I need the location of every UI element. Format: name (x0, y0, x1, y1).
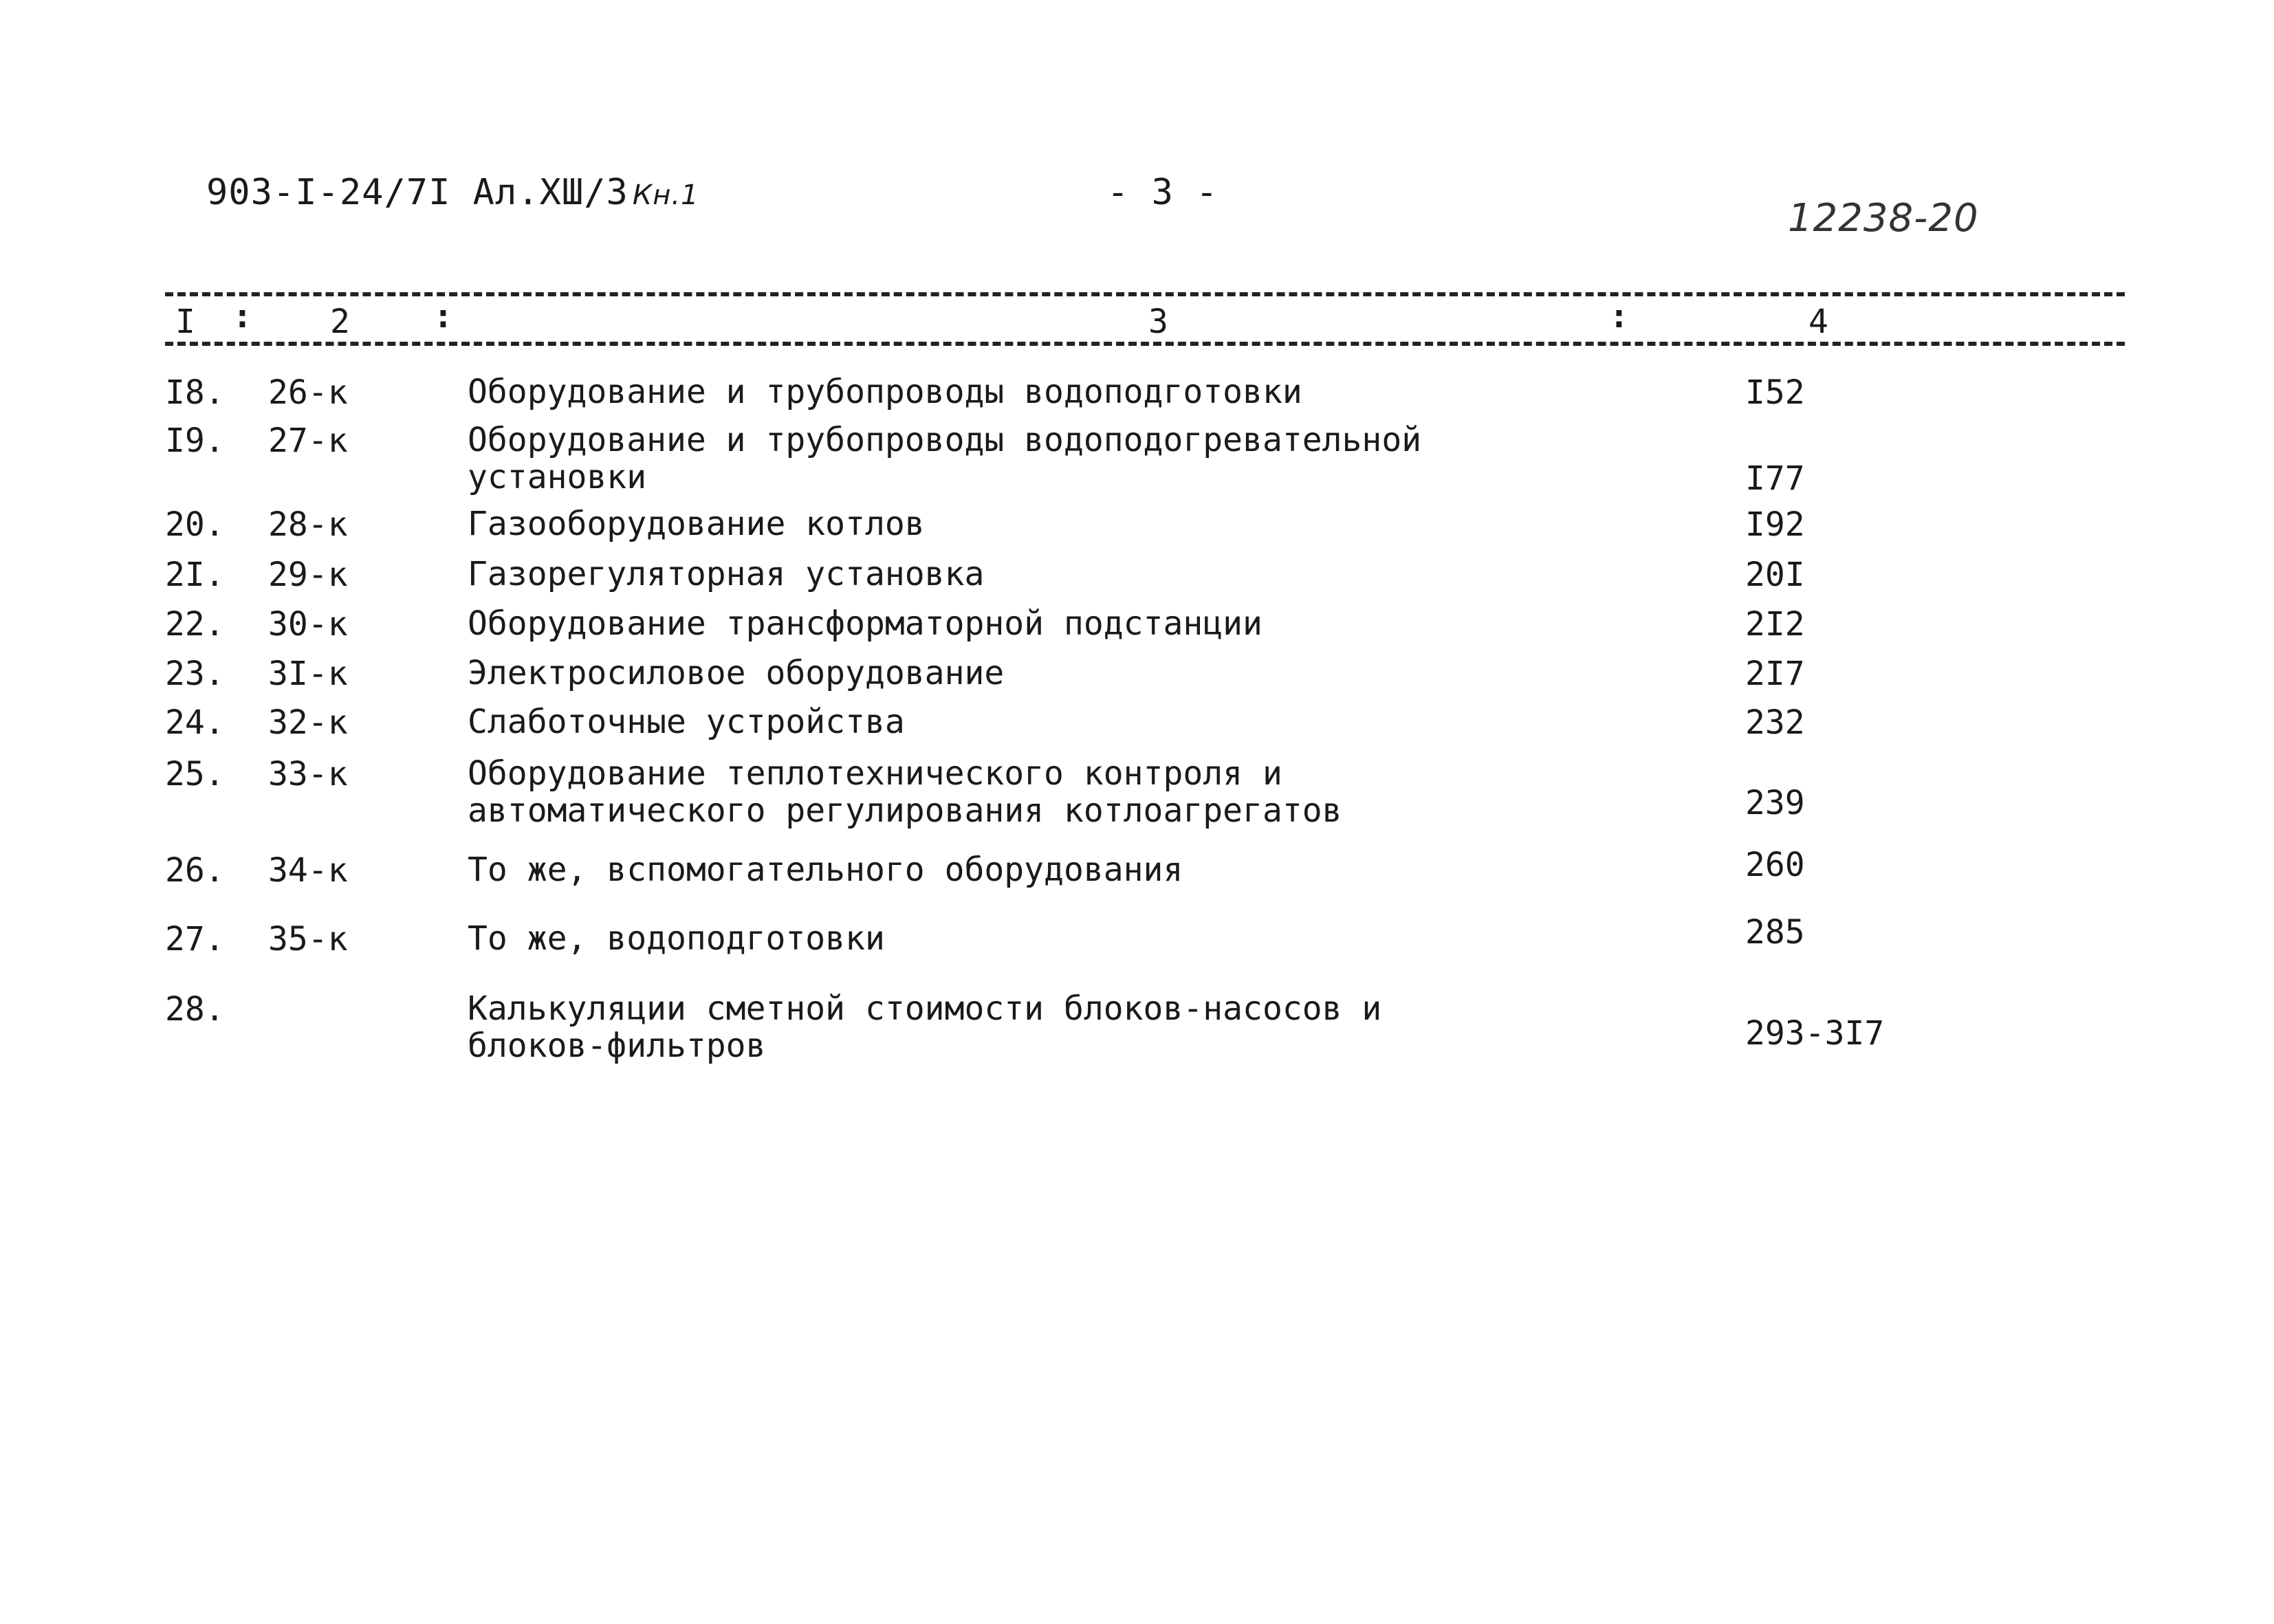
handwritten-number: 12238-20 (1788, 196, 1979, 241)
row-code: 33-к (268, 755, 348, 793)
table-top-rule (165, 292, 2125, 296)
row-number: 27. (165, 920, 225, 958)
column-header-4: 4 (1808, 303, 1828, 341)
row-code: 26-к (268, 373, 348, 412)
row-title: То же, водоподготовки (468, 919, 885, 958)
row-page: 285 (1745, 913, 1805, 952)
row-title: Оборудование и трубопроводы водоподготовки (468, 373, 1302, 411)
column-separator: : (1609, 297, 1629, 336)
row-number: 28. (165, 990, 225, 1029)
row-title: То же, вспомогательного оборудования (468, 851, 1183, 889)
column-header-1: I (175, 303, 195, 341)
row-code: 3I-к (268, 655, 348, 693)
row-number: 2I. (165, 556, 225, 594)
row-page: 293-3I7 (1745, 1014, 1885, 1053)
row-number: I8. (165, 373, 225, 412)
row-number: 24. (165, 703, 225, 742)
document-code (206, 172, 699, 213)
document-code-text: 903-I-24/7I Ал.ХШ/3 (206, 172, 628, 213)
row-page: 20I (1745, 556, 1805, 594)
column-separator: : (433, 297, 453, 336)
row-page: 232 (1745, 703, 1805, 742)
row-number: 20. (165, 505, 225, 544)
row-code: 34-к (268, 851, 348, 890)
row-number: 26. (165, 851, 225, 890)
page-number: - 3 - (1107, 172, 1218, 213)
row-number: 25. (165, 755, 225, 793)
row-title: Газорегуляторная установка (468, 555, 985, 593)
column-header-2: 2 (330, 303, 350, 341)
row-page: 2I7 (1745, 655, 1805, 693)
row-title: Оборудование трансформаторной подстанции (468, 604, 1262, 643)
row-page: I77 (1745, 459, 1805, 498)
row-page: 2I2 (1745, 605, 1805, 644)
row-number: 23. (165, 655, 225, 693)
row-number: I9. (165, 421, 225, 460)
row-title: Электросиловое оборудование (468, 654, 1005, 692)
column-separator: : (232, 297, 252, 336)
column-header-3: 3 (1148, 303, 1168, 341)
row-code: 27-к (268, 421, 348, 460)
book-annotation: Кн.1 (632, 179, 699, 211)
row-page: 239 (1745, 784, 1805, 822)
row-title: Оборудование и трубопроводы водоподогревательной установки (468, 421, 1422, 496)
row-title: Слаботочные устройства (468, 703, 905, 741)
row-page: I52 (1745, 373, 1805, 412)
row-code: 35-к (268, 920, 348, 958)
row-code: 29-к (268, 556, 348, 594)
row-code: 30-к (268, 605, 348, 644)
row-number: 22. (165, 605, 225, 644)
row-code: 32-к (268, 703, 348, 742)
table-header-rule (165, 342, 2125, 346)
row-page: I92 (1745, 505, 1805, 544)
row-title: Газооборудование котлов (468, 505, 925, 543)
row-code: 28-к (268, 505, 348, 544)
row-title: Калькуляции сметной стоимости блоков-насосов и блоков-фильтров (468, 989, 1382, 1065)
row-title: Оборудование теплотехнического контроля и автоматического регулирования котлоагрегатов (468, 754, 1342, 830)
row-page: 260 (1745, 846, 1805, 884)
